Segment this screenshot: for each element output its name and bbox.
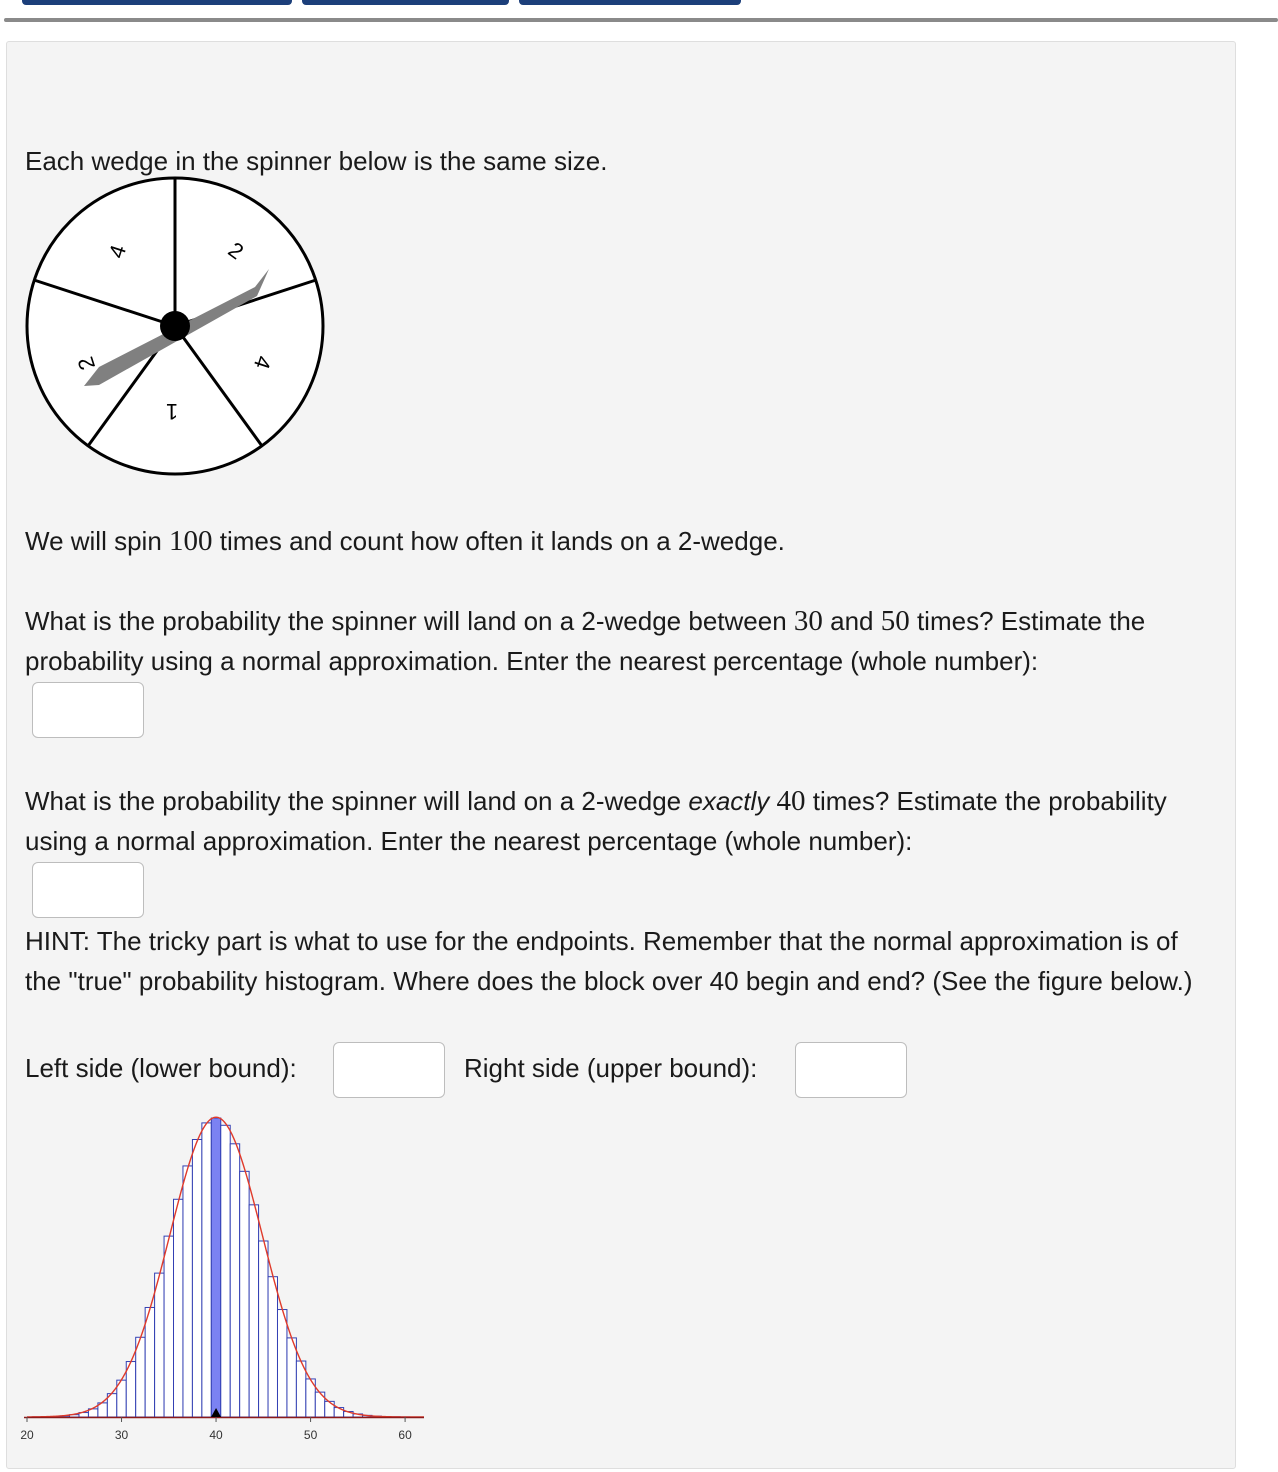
histogram-bar-32 xyxy=(136,1337,145,1417)
histogram-bar-40 xyxy=(211,1118,220,1417)
q1-answer-input[interactable] xyxy=(32,682,144,738)
upper-bound-label: Right side (upper bound): xyxy=(464,1053,758,1083)
wedge-label-left: 2 xyxy=(72,353,101,374)
lower-bound-label: Left side (lower bound): xyxy=(25,1053,297,1083)
spin-count-text: We will spin 100 times and count how often it lands on a 2-wedge. xyxy=(25,525,785,557)
lower-bound-input[interactable] xyxy=(333,1042,445,1098)
tab-2[interactable] xyxy=(302,0,509,5)
x-tick-label-0: 20 xyxy=(20,1428,34,1442)
histogram-bar-35 xyxy=(164,1236,173,1417)
wedge-label-bottom: 1 xyxy=(165,399,179,425)
q2-answer-input[interactable] xyxy=(32,862,144,918)
histogram-bar-38 xyxy=(192,1140,201,1418)
histogram-bar-42 xyxy=(230,1144,239,1417)
histogram-bar-47 xyxy=(277,1310,286,1417)
histogram-bar-44 xyxy=(249,1205,258,1417)
spinner-hub xyxy=(160,311,190,341)
x-tick-label-1: 30 xyxy=(114,1428,129,1442)
histogram-bar-45 xyxy=(259,1241,268,1417)
histogram-bar-36 xyxy=(174,1199,183,1417)
wedge-label-top-left: 4 xyxy=(103,241,132,262)
histogram-bar-37 xyxy=(183,1166,192,1417)
histogram-bar-33 xyxy=(145,1307,154,1417)
upper-bound-input[interactable] xyxy=(795,1042,907,1098)
intro-text: Each wedge in the spinner below is the same size. xyxy=(25,146,608,176)
x-tick-label-2: 40 xyxy=(209,1428,223,1442)
question-2-text: What is the probability the spinner will land on a 2-wedge exactly 40 times? Estimate the probability using a normal approximation. Enter the nearest percentage (whole number): xyxy=(25,785,1167,856)
spinner xyxy=(24,179,328,483)
histogram-bar-43 xyxy=(240,1171,249,1417)
probability-histogram xyxy=(20,1110,434,1450)
histogram-bar-41 xyxy=(221,1125,230,1417)
tab-3[interactable] xyxy=(519,0,741,5)
x-tick-label-4: 60 xyxy=(398,1428,412,1442)
tab-1[interactable] xyxy=(22,0,292,5)
top-tab-strip xyxy=(0,0,1278,24)
question-1-text: What is the probability the spinner will land on a 2-wedge between 30 and 50 times? Estimate the probability using a normal approximation. Enter the nearest percentage (whole number): xyxy=(25,605,1146,676)
tab-underline xyxy=(4,18,1278,22)
x-tick-label-3: 50 xyxy=(303,1428,318,1442)
histogram-bar-39 xyxy=(202,1123,211,1417)
wedge-label-bottom-right: 4 xyxy=(248,352,277,373)
histogram-bar-34 xyxy=(155,1273,164,1417)
wedge-label-top-right: 2 xyxy=(223,236,249,265)
histogram-bar-48 xyxy=(287,1338,296,1417)
histogram-bar-46 xyxy=(268,1277,277,1417)
hint-text: HINT: The tricky part is what to use for the endpoints. Remember that the normal approximation is of the "true" probability histogram. Where does the block over 40 begin and end? (See the figure below.) xyxy=(25,926,1193,996)
